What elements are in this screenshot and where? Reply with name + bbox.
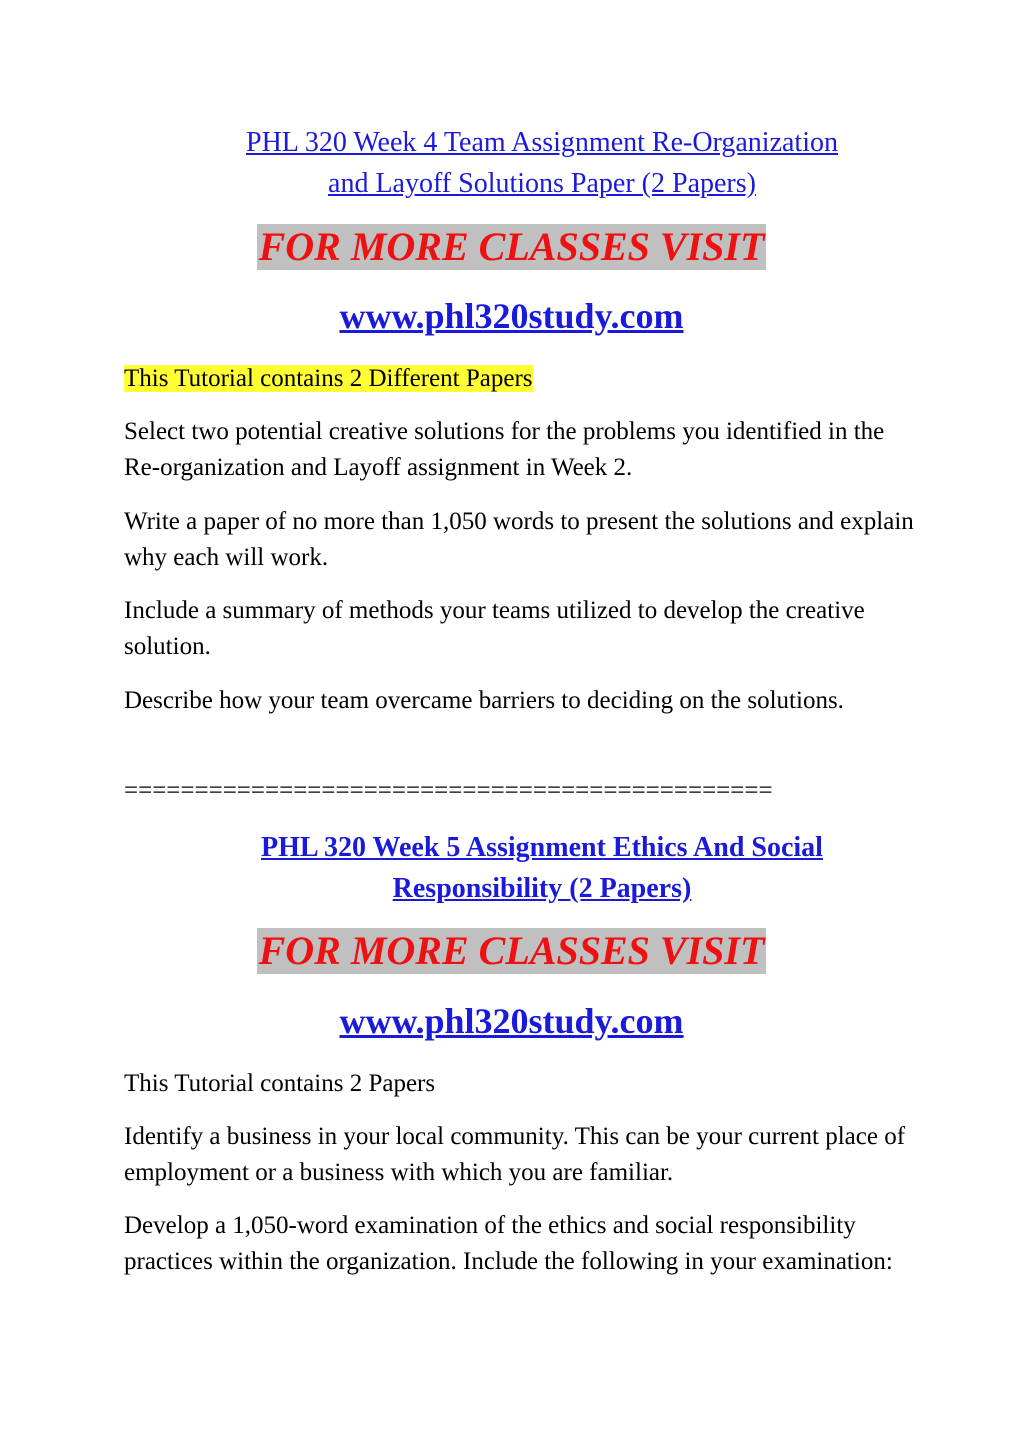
section1-promo-banner: FOR MORE CLASSES VISIT <box>258 224 765 269</box>
section1-title-line1: PHL 320 Week 4 Team Assignment Re-Organization <box>246 127 838 158</box>
section2-title-link[interactable] <box>150 827 934 909</box>
section2-promo-row <box>0 928 1023 974</box>
section1-paragraph-2: Write a paper of no more than 1,050 words to present the solutions and explain why each will work. <box>124 508 914 571</box>
section2-title-line1: PHL 320 Week 5 Assignment Ethics And Social <box>261 832 823 863</box>
section1-paragraph-3: Include a summary of methods your teams utilized to develop the creative solution. <box>124 597 865 660</box>
section1-site-link[interactable]: www.phl320study.com <box>339 296 684 336</box>
section1-title-line2: and Layoff Solutions Paper (2 Papers) <box>328 168 756 199</box>
section-separator: ============================================== <box>124 777 773 804</box>
section1-tutorial-highlight: This Tutorial contains 2 Different Papers <box>124 365 533 392</box>
section2-paragraph-1: Identify a business in your local community. This can be your current place of employment or a business with which you are familiar. <box>124 1123 906 1186</box>
section2-paragraph-2: Develop a 1,050-word examination of the ethics and social responsibility practices within the organization. Include the following in your examination: <box>124 1212 893 1275</box>
section1-promo-row <box>0 224 1023 270</box>
section1-title-link[interactable] <box>150 122 934 204</box>
section1-paragraph-1: Select two potential creative solutions for the problems you identified in the Re-organization and Layoff assignment in Week 2. <box>124 418 885 481</box>
section2-tutorial-note: This Tutorial contains 2 Papers <box>124 1070 436 1097</box>
section2-promo-banner: FOR MORE CLASSES VISIT <box>258 928 765 973</box>
section1-paragraph-4: Describe how your team overcame barriers to deciding on the solutions. <box>124 687 844 714</box>
section1-tutorial-note <box>124 361 914 397</box>
section2-title-line2: Responsibility (2 Papers) <box>392 873 692 904</box>
section2-site-link[interactable]: www.phl320study.com <box>339 1001 684 1041</box>
